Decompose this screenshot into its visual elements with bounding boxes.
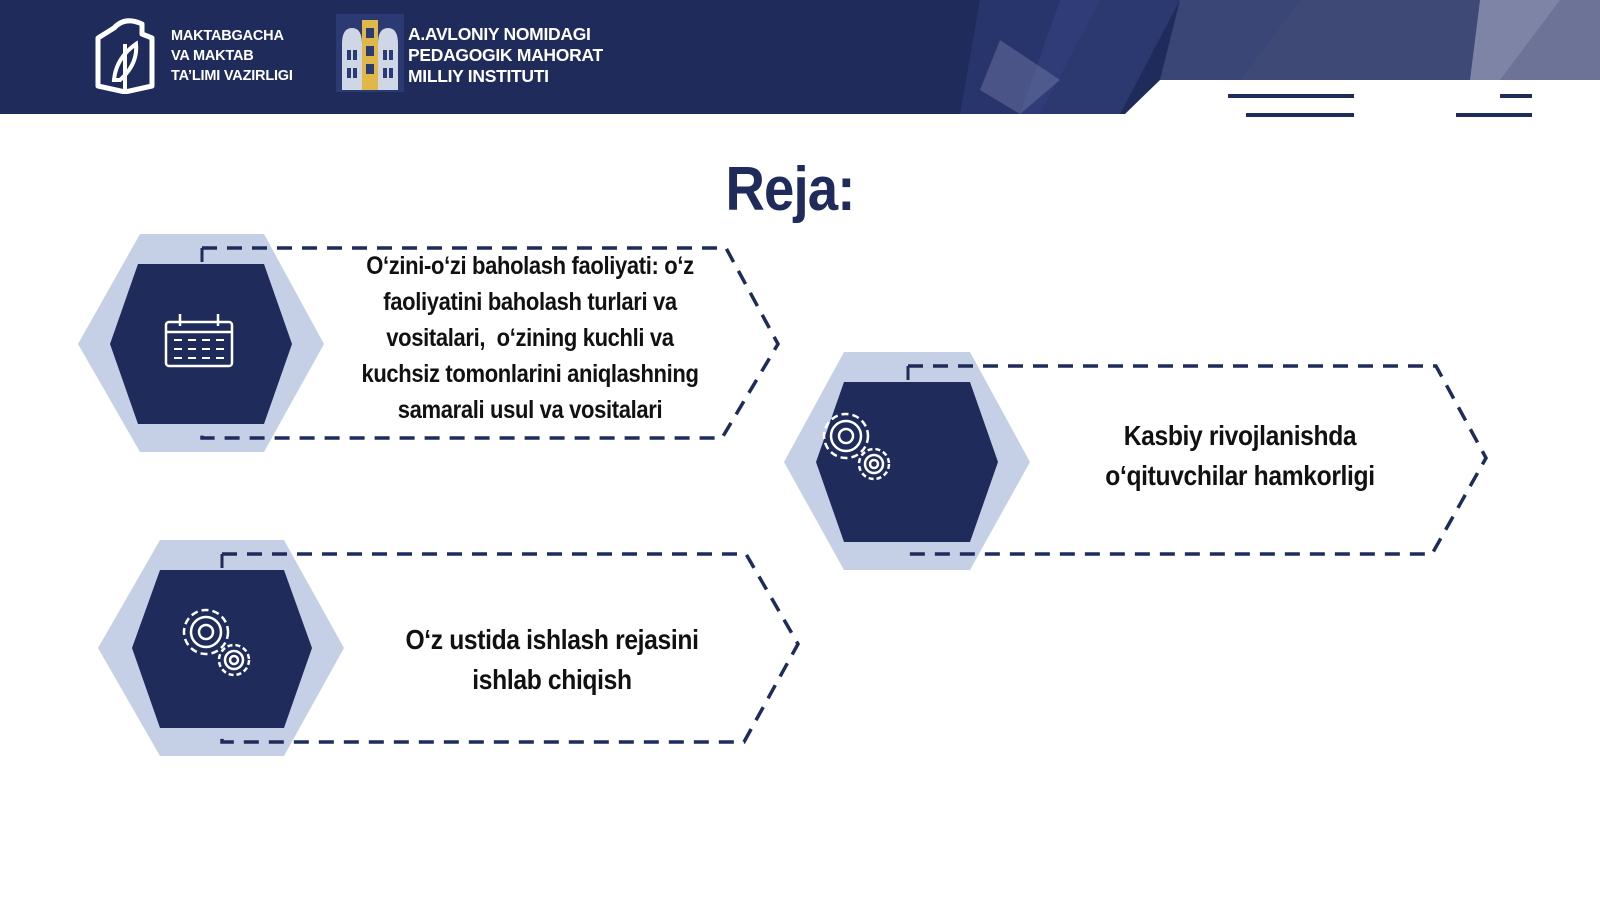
- plan-item-2-text: [1064, 416, 1416, 496]
- plan-item-line: faoliyatini baholash turlari va: [383, 288, 677, 316]
- ministry-name-line: VA MAKTAB: [171, 48, 254, 64]
- plan-item-line: o‘qituvchilar hamkorligi: [1105, 460, 1375, 491]
- plan-item-3-text: [376, 620, 728, 700]
- plan-item-line: Kasbiy rivojlanishda: [1123, 420, 1357, 451]
- plan-item-line: ishlab chiqish: [472, 664, 632, 695]
- hexagon-inner: [816, 382, 998, 542]
- plan-item-line: O‘z ustida ishlash rejasini: [405, 624, 699, 655]
- ministry-name-line: TA’LIMI VAZIRLIGI: [171, 68, 293, 84]
- slide-title: Reja:: [725, 155, 855, 224]
- plan-item-line: samarali usul va vositalari: [397, 396, 663, 424]
- plan-item-line: O‘zini-o‘zi baholash faoliyati: o‘z: [366, 252, 694, 280]
- institute-name-line: A.AVLONIY NOMIDAGI: [408, 24, 591, 44]
- institute-name-line: MILLIY INSTITUTI: [408, 66, 549, 86]
- plan-item-line: kuchsiz tomonlarini aniqlashning: [361, 360, 699, 388]
- hexagon-inner: [110, 264, 292, 424]
- hexagon-inner: [132, 570, 312, 728]
- ministry-name-line: MAKTABGACHA: [171, 28, 284, 44]
- plan-item-line: vositalari, o‘zining kuchli va: [386, 324, 674, 352]
- plan-item-1-text: [354, 248, 706, 428]
- institute-name-line: PEDAGOGIK MAHORAT: [408, 45, 603, 65]
